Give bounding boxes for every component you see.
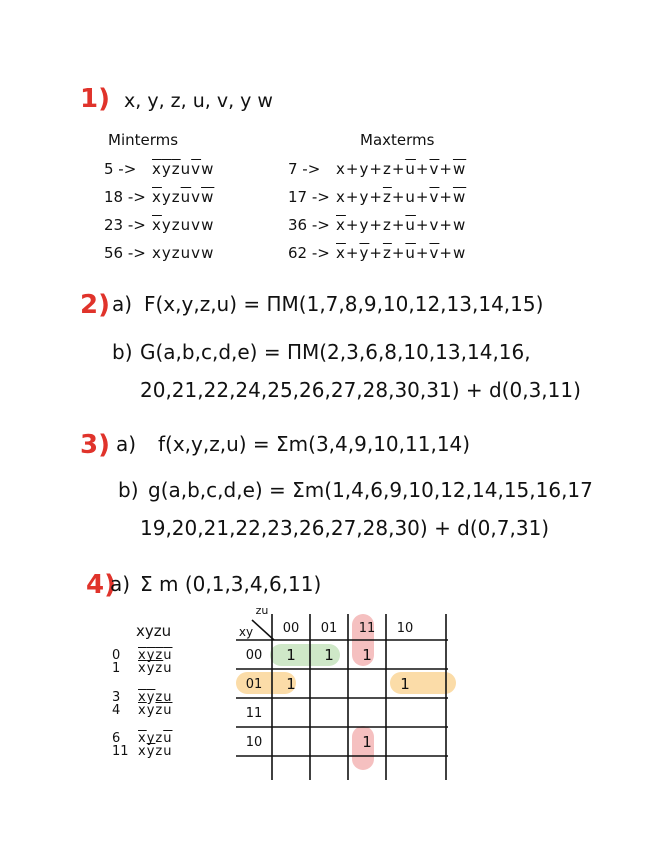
- literal: u: [180, 216, 192, 234]
- term-index: 62 ->: [288, 244, 330, 262]
- kmap-column-label: 10: [396, 621, 414, 636]
- complemented-literal: $\overline{x}$: [152, 160, 162, 178]
- truth-row-index: 1: [112, 661, 121, 676]
- complemented-literal: $\overline{y}$: [146, 648, 156, 663]
- operator-plus: +: [369, 244, 383, 262]
- operator-plus: +: [345, 160, 360, 178]
- minterms-title: Minterms: [108, 131, 179, 149]
- literal: z: [155, 731, 164, 746]
- complemented-literal: $\overline{v}$: [429, 244, 440, 262]
- kmap-column-label: 01: [320, 621, 338, 636]
- complemented-literal: $\overline{u}$: [405, 244, 416, 262]
- term-index: 36 ->: [288, 216, 330, 234]
- complemented-literal: $\overline{x}$: [138, 648, 147, 663]
- kmap-cell-one: 1: [400, 675, 410, 693]
- problem-3b-expression-line1: g(a,b,c,d,e) = Σm(1,4,6,9,10,12,14,15,16,17: [148, 478, 593, 502]
- kmap-cell-one: 1: [286, 675, 296, 693]
- literal: y: [161, 188, 172, 206]
- kmap-cell-one: 1: [286, 646, 296, 664]
- literal: y: [146, 703, 156, 718]
- kmap-row-label: 11: [245, 706, 263, 721]
- kmap-group-highlights: [236, 614, 456, 770]
- term-index: 18 ->: [104, 188, 146, 206]
- literal: v: [191, 244, 202, 262]
- complemented-literal: $\overline{u}$: [163, 731, 173, 746]
- kmap-column-label: 11: [358, 621, 376, 636]
- problem-3b-label: b): [118, 478, 139, 502]
- literal: y: [161, 244, 172, 262]
- complemented-literal: $\overline{w}$: [452, 188, 467, 206]
- complemented-literal: $\overline{u}$: [405, 160, 416, 178]
- term-index: 7 ->: [288, 160, 321, 178]
- operator-plus: +: [369, 160, 383, 178]
- complemented-literal: $\overline{y}$: [161, 160, 172, 178]
- term-index: 56 ->: [104, 244, 146, 262]
- operator-plus: +: [369, 216, 383, 234]
- complemented-literal: $\overline{x}$: [138, 690, 147, 705]
- kmap-row-label: 00: [245, 648, 263, 663]
- literal: z: [155, 744, 164, 759]
- operator-plus: +: [415, 244, 430, 262]
- operator-plus: +: [391, 216, 406, 234]
- kmap-row-label: 10: [245, 735, 263, 750]
- maxterms-title: Maxterms: [360, 131, 435, 149]
- literal: y: [146, 731, 156, 746]
- problem-3b-expression-line2: 19,20,21,22,23,26,27,28,30) + d(0,7,31): [140, 516, 550, 540]
- complemented-literal: $\overline{x}$: [138, 731, 147, 746]
- kmap-cell-one: 1: [362, 733, 372, 751]
- literal: u: [163, 690, 173, 705]
- complemented-literal: $\overline{v}$: [429, 160, 440, 178]
- literal: w: [201, 216, 215, 234]
- complemented-literal: $\overline{z}$: [155, 703, 164, 718]
- literal: z: [382, 216, 392, 234]
- operator-plus: +: [391, 160, 406, 178]
- literal: y: [359, 160, 370, 178]
- complemented-literal: $\overline{z}$: [382, 188, 392, 206]
- truth-row-index: 11: [112, 744, 129, 759]
- literal: z: [171, 188, 181, 206]
- complemented-literal: $\overline{u}$: [163, 648, 173, 663]
- complemented-literal: $\overline{y}$: [146, 744, 156, 759]
- literal: w: [452, 244, 467, 262]
- kmap-cell-one: 1: [324, 646, 334, 664]
- kmap-corner-top-label: zu: [255, 604, 269, 617]
- problem-2a-label: a): [112, 292, 133, 316]
- complemented-literal: $\overline{z}$: [382, 244, 392, 262]
- operator-plus: +: [439, 160, 453, 178]
- complemented-literal: $\overline{x}$: [336, 244, 346, 262]
- kmap-column-label: 00: [282, 621, 300, 636]
- operator-plus: +: [439, 216, 453, 234]
- complemented-literal: $\overline{y}$: [359, 244, 370, 262]
- complemented-literal: $\overline{w}$: [452, 160, 467, 178]
- complemented-literal: $\overline{y}$: [146, 690, 156, 705]
- complemented-literal: $\overline{x}$: [152, 216, 162, 234]
- operator-plus: +: [369, 188, 383, 206]
- literal: u: [163, 661, 173, 676]
- problem-2a-expression: F(x,y,z,u) = ΠM(1,7,8,9,10,12,13,14,15): [144, 292, 544, 316]
- problem-4a-expression: Σ m (0,1,3,4,6,11): [140, 572, 322, 596]
- operator-plus: +: [439, 188, 453, 206]
- literal: v: [191, 216, 202, 234]
- literal: x: [138, 744, 147, 759]
- operator-plus: +: [345, 244, 360, 262]
- literal: z: [155, 690, 164, 705]
- literal: v: [429, 216, 440, 234]
- problem-4a-label: a): [110, 572, 131, 596]
- literal: u: [405, 188, 416, 206]
- literal: w: [452, 216, 467, 234]
- complemented-literal: $\overline{x}$: [138, 661, 147, 676]
- literal: u: [163, 744, 173, 759]
- literal: z: [171, 216, 181, 234]
- literal: y: [359, 216, 370, 234]
- kmap-corner-left-label: xy: [238, 625, 254, 639]
- complemented-literal: $\overline{x}$: [152, 188, 162, 206]
- literal: y: [161, 216, 172, 234]
- problem-2b-label: b): [112, 340, 133, 364]
- complemented-literal: $\overline{z}$: [155, 661, 164, 676]
- truth-row-index: 3: [112, 690, 121, 705]
- operator-plus: +: [391, 188, 406, 206]
- problem-1-variables: x, y, z, u, v, y w: [124, 90, 273, 112]
- operator-plus: +: [391, 244, 406, 262]
- truth-row-index: 4: [112, 703, 121, 718]
- problem-3a-expression: f(x,y,z,u) = Σm(3,4,9,10,11,14): [158, 432, 471, 456]
- complemented-literal: $\overline{z}$: [171, 160, 181, 178]
- complemented-literal: $\overline{w}$: [201, 188, 215, 206]
- problem-2b-expression-line2: 20,21,22,24,25,26,27,28,30,31) + d(0,3,11): [140, 378, 581, 402]
- kmap-row-label: 01: [245, 677, 263, 692]
- literal: z: [171, 244, 181, 262]
- operator-plus: +: [415, 188, 430, 206]
- complemented-literal: $\overline{v}$: [429, 188, 440, 206]
- problem-3a-label: a): [116, 432, 137, 456]
- operator-plus: +: [439, 244, 453, 262]
- operator-plus: +: [415, 160, 430, 178]
- problem-3-number: 3): [80, 430, 110, 460]
- kmap-grid-lines: [236, 614, 448, 780]
- complemented-literal: $\overline{x}$: [336, 216, 346, 234]
- operator-plus: +: [345, 188, 360, 206]
- operator-plus: +: [345, 216, 360, 234]
- complemented-literal: $\overline{v}$: [191, 160, 202, 178]
- operator-plus: +: [415, 216, 430, 234]
- literal: x: [336, 160, 346, 178]
- term-index: 17 ->: [288, 188, 330, 206]
- literal: z: [382, 160, 392, 178]
- problem-1-number: 1): [80, 84, 110, 114]
- truth-row-index: 0: [112, 648, 121, 663]
- problem-4-number: 4): [86, 570, 116, 600]
- literal: x: [152, 244, 162, 262]
- complemented-literal: $\overline{u}$: [405, 216, 416, 234]
- kmap-cell-one: 1: [362, 646, 372, 664]
- literal: v: [191, 188, 202, 206]
- term-index: 5 ->: [104, 160, 137, 178]
- literal: u: [180, 244, 192, 262]
- complemented-literal: $\overline{z}$: [155, 648, 164, 663]
- literal: y: [359, 188, 370, 206]
- complemented-literal: $\overline{x}$: [138, 703, 147, 718]
- truth-row-index: 6: [112, 731, 121, 746]
- truth-table-header: xyzu: [136, 622, 172, 640]
- kmap-corner-diagonal: [252, 620, 274, 640]
- literal: w: [201, 244, 215, 262]
- literal: u: [180, 160, 192, 178]
- literal: w: [201, 160, 215, 178]
- term-index: 23 ->: [104, 216, 146, 234]
- complemented-literal: $\overline{y}$: [146, 661, 156, 676]
- literal: x: [336, 188, 346, 206]
- complemented-literal: $\overline{u}$: [163, 703, 173, 718]
- complemented-literal: $\overline{u}$: [180, 188, 192, 206]
- problem-2b-expression-line1: G(a,b,c,d,e) = ΠM(2,3,6,8,10,13,14,16,: [140, 340, 531, 364]
- problem-2-number: 2): [80, 290, 110, 320]
